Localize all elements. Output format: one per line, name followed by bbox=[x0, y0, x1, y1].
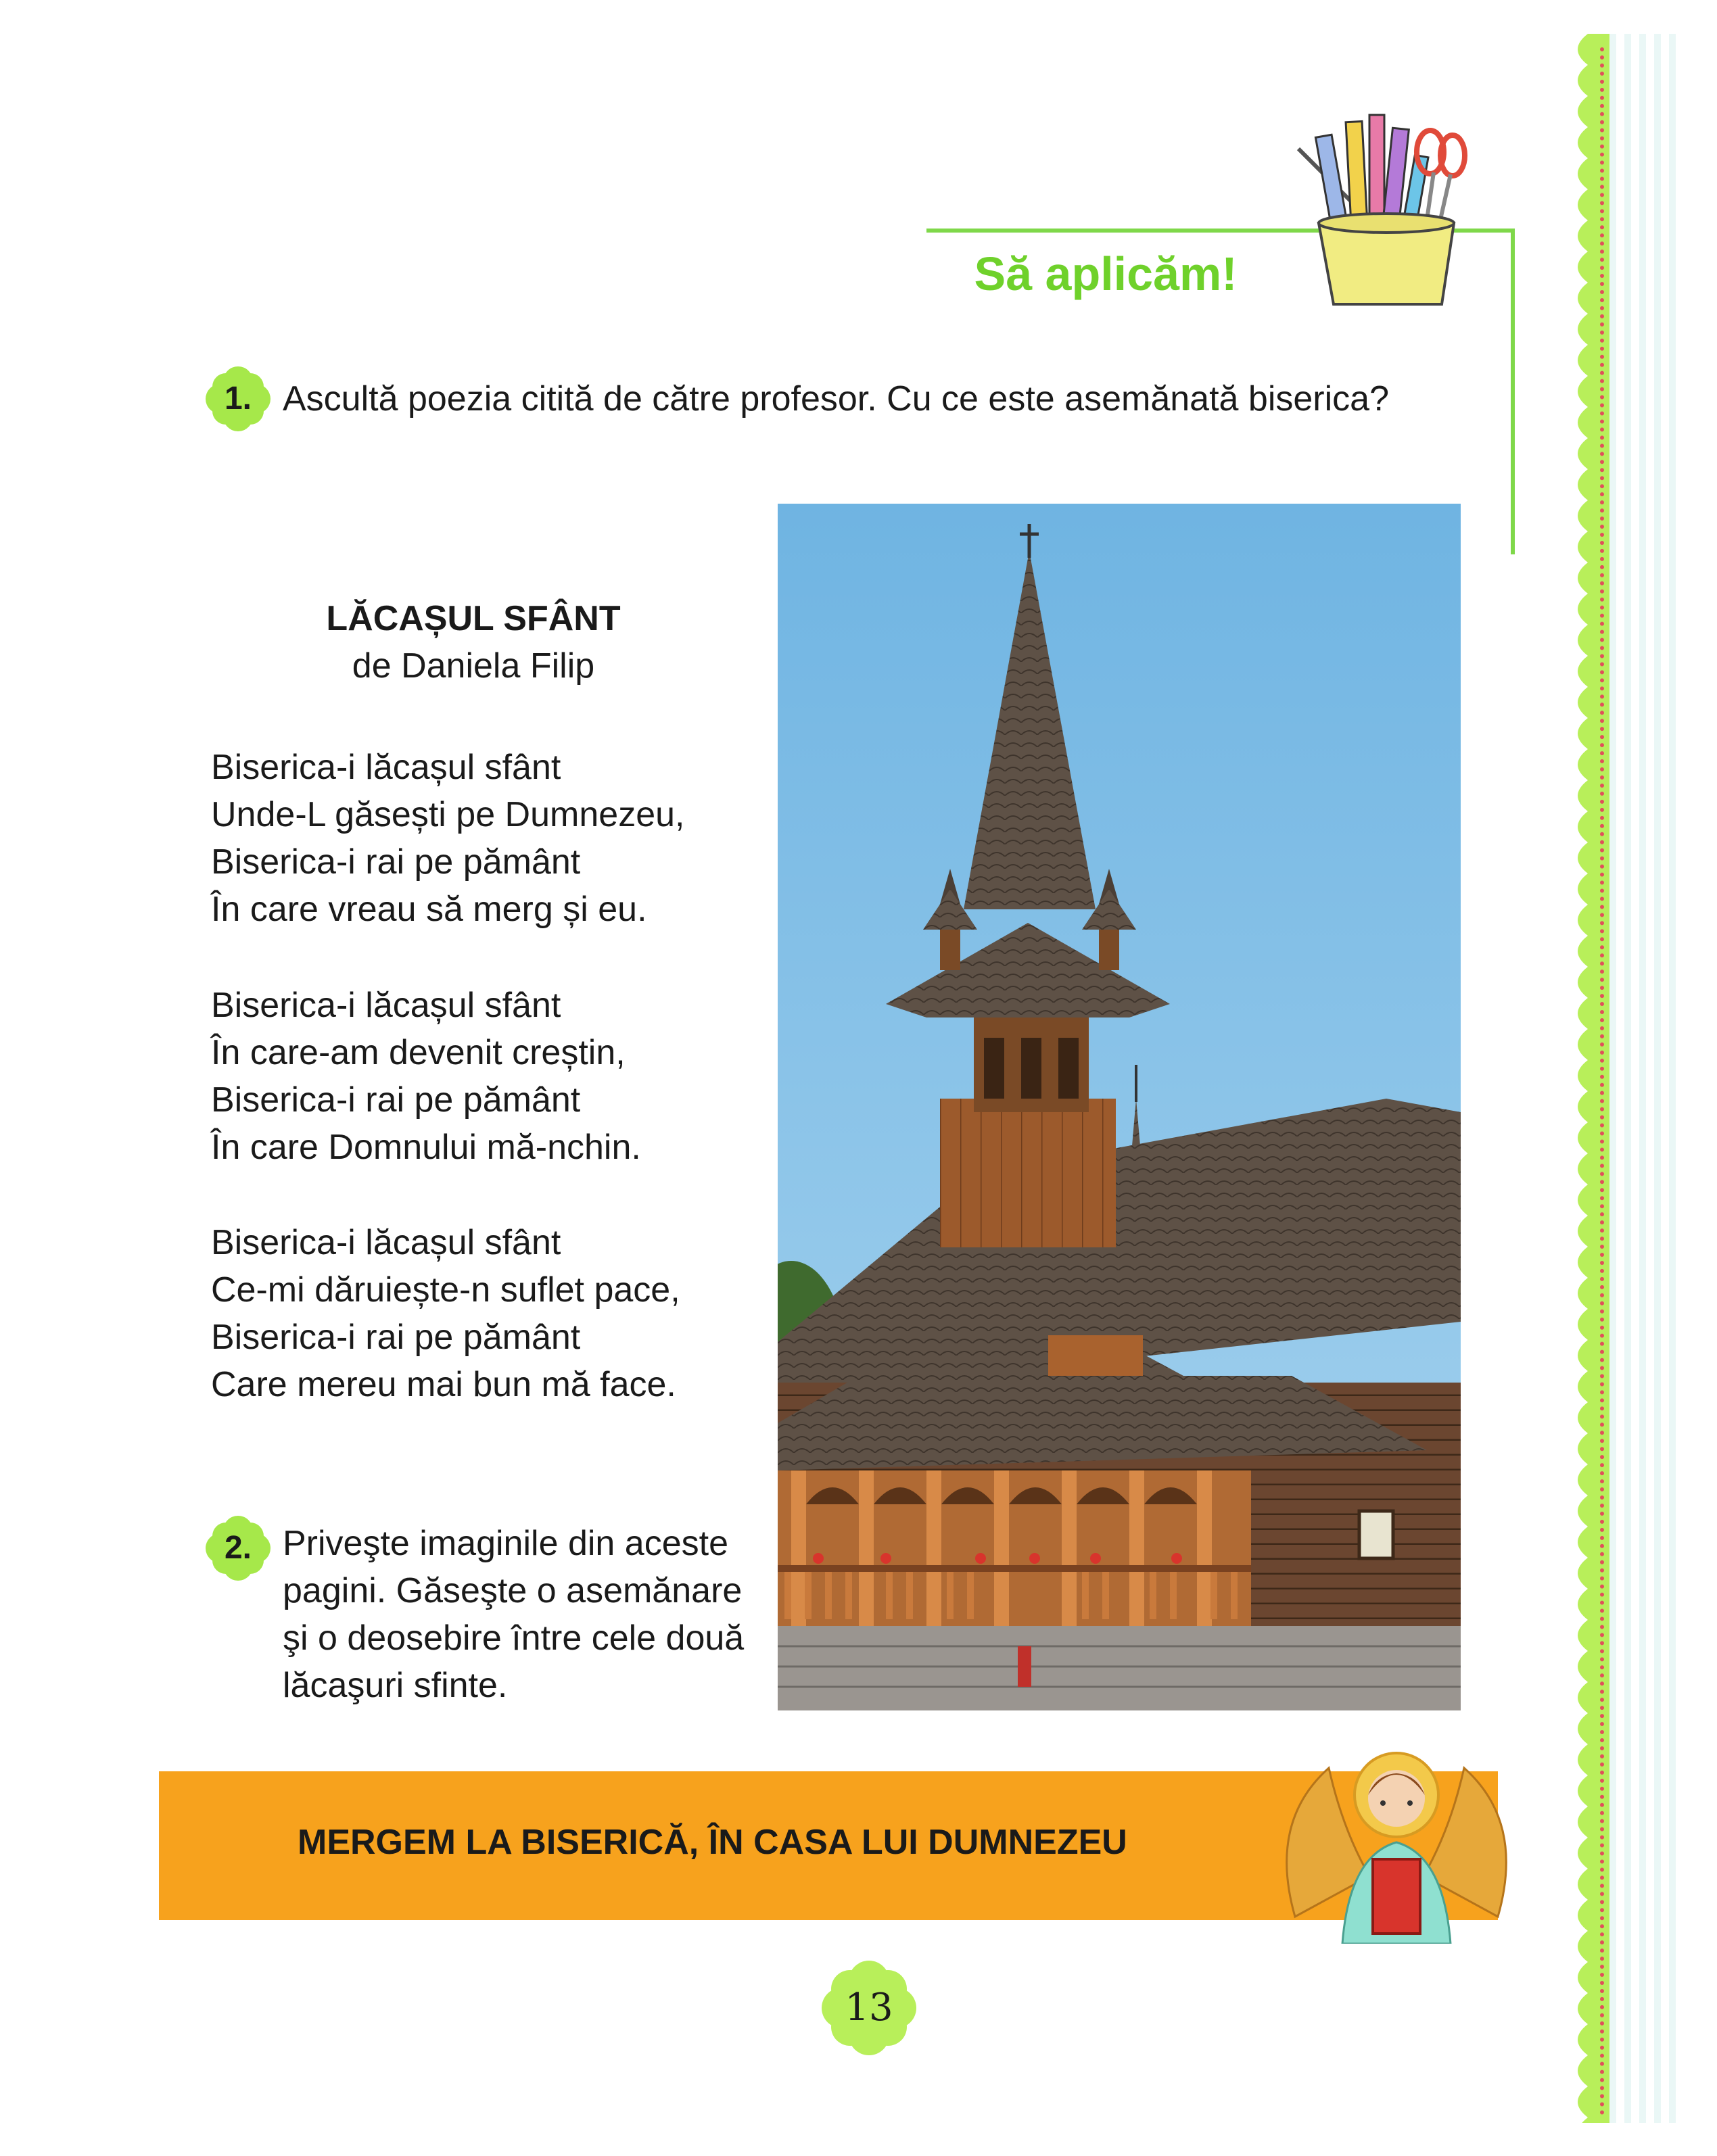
poem-line: Unde-L găsești pe Dumnezeu, bbox=[211, 795, 685, 834]
poem-line: În care Domnului mă-nchin. bbox=[211, 1128, 641, 1167]
banner-text: MERGEM LA BISERICĂ, ÎN CASA LUI DUMNEZEU bbox=[298, 1823, 1127, 1862]
poem-stanza-1 bbox=[211, 744, 786, 933]
exercise-1-badge bbox=[203, 364, 273, 434]
exercise-2-line: şi o deosebire între cele două bbox=[283, 1619, 745, 1658]
page-number: 13 bbox=[845, 1986, 893, 2030]
exercise-2-line: Priveşte imaginile din aceste bbox=[283, 1524, 728, 1563]
heading-rule-vertical bbox=[1511, 229, 1515, 554]
poem-line: Biserica-i rai pe pământ bbox=[211, 1080, 581, 1120]
poem-author: de Daniela Filip bbox=[352, 646, 595, 686]
poem-line: În care vreau să merg și eu. bbox=[211, 890, 647, 929]
angel-icon bbox=[1268, 1741, 1525, 1944]
poem-line: Biserica-i lăcașul sfânt bbox=[211, 1223, 561, 1262]
section-title: Să aplicăm! bbox=[974, 247, 1238, 300]
exercise-1-number: 1. bbox=[224, 381, 252, 416]
poem-line: Biserica-i rai pe pământ bbox=[211, 842, 581, 882]
exercise-2-line: lăcaşuri sfinte. bbox=[283, 1666, 508, 1705]
border-stripes bbox=[1609, 34, 1684, 2123]
church-photo bbox=[778, 504, 1461, 1710]
poem-line: Biserica-i lăcașul sfânt bbox=[211, 986, 561, 1025]
exercise-2-line: pagini. Găseşte o asemănare bbox=[283, 1571, 743, 1610]
exercise-2-badge bbox=[203, 1513, 273, 1583]
exercise-2-text bbox=[283, 1520, 770, 1709]
poem-line: În care-am devenit creștin, bbox=[211, 1033, 626, 1072]
poem-line: Biserica-i rai pe pământ bbox=[211, 1318, 581, 1357]
poem-stanza-2 bbox=[211, 982, 786, 1171]
exercise-1-text: Ascultă poezia citită de către profesor. Cu ce este asemănată biserica? bbox=[283, 379, 1389, 418]
poem-line: Ce-mi dăruiește-n suflet pace, bbox=[211, 1270, 680, 1310]
poem-title: LĂCAȘUL SFÂNT bbox=[326, 599, 621, 638]
poem-stanza-3 bbox=[211, 1219, 786, 1408]
dotted-line bbox=[1600, 47, 1604, 2116]
exercise-2-number: 2. bbox=[224, 1530, 252, 1566]
pencil-cup-icon bbox=[1285, 108, 1488, 311]
poem-line: Care mereu mai bun mă face. bbox=[211, 1365, 676, 1404]
poem-line: Biserica-i lăcașul sfânt bbox=[211, 748, 561, 787]
